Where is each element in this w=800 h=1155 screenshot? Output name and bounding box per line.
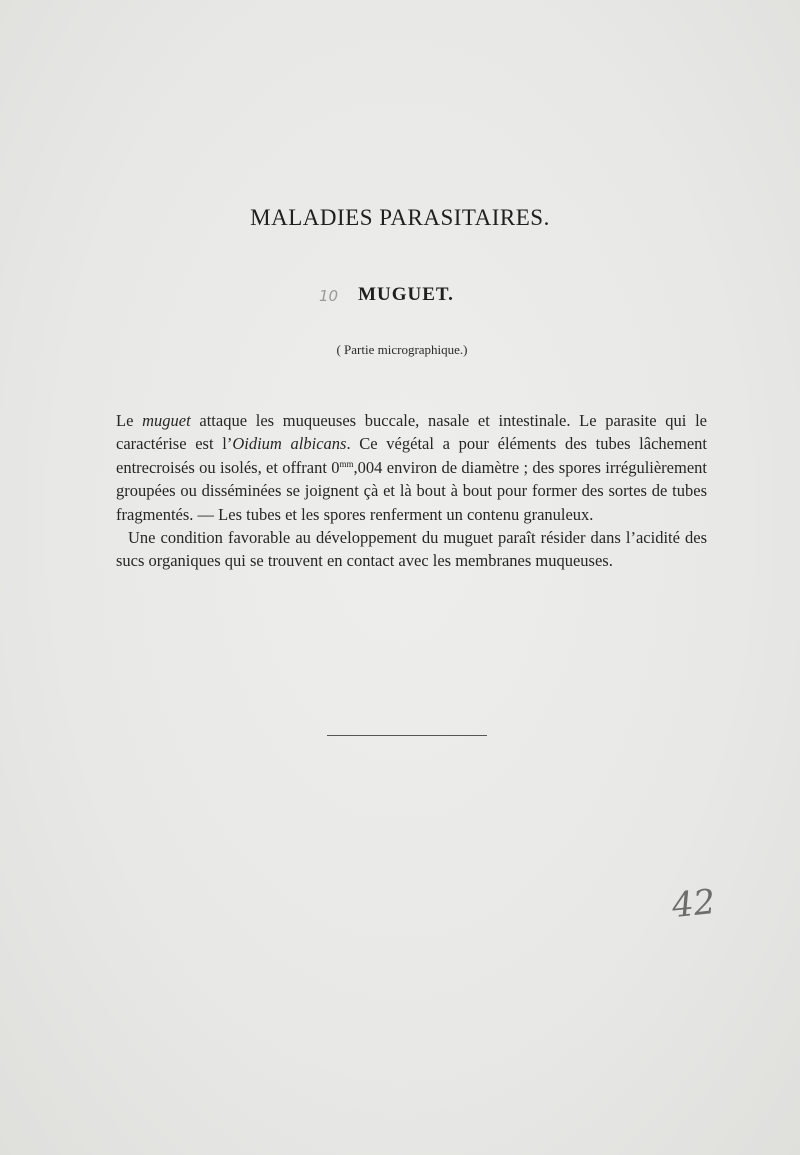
p1-unit-mm: mm [339, 458, 354, 469]
paragraph-1 [116, 409, 707, 526]
section-title: MALADIES PARASITAIRES. [250, 205, 550, 230]
body-text [116, 409, 707, 573]
p1-text-1: Le [116, 411, 143, 430]
paragraph-2: Une condition favorable au développement du muguet paraît résider dans l’acidité des sucs organiques qui se trouvent en contact avec les membranes muqueuses. [116, 528, 707, 571]
p1-term-oidium: Oidium albicans [232, 434, 347, 454]
p1-text-2: attaque les muqueuses buccale, nasale et intestinale. Le parasite qui le caractérise est l’ [116, 411, 707, 454]
end-rule [327, 735, 487, 736]
chapter-title: MUGUET. [358, 284, 454, 305]
handwritten-page-number: 42 [670, 881, 718, 927]
p1-text-3: . Ce végétal a pour éléments des tubes lâchement entrecroisés ou isolés, et offrant 0 [116, 434, 707, 477]
handwritten-chapter-mark: 10 [319, 287, 339, 305]
p1-text-4: ,004 environ de diamètre ; des spores irrégulièrement groupées ou disséminées se joignent çà et là bout à bout pour former des sortes de tubes fragmentés. — Les tubes et les spores renferment un contenu granuleux. [116, 457, 707, 524]
subtitle: ( Partie micrographique.) [336, 342, 468, 357]
p1-term-muguet: muguet [142, 411, 191, 430]
